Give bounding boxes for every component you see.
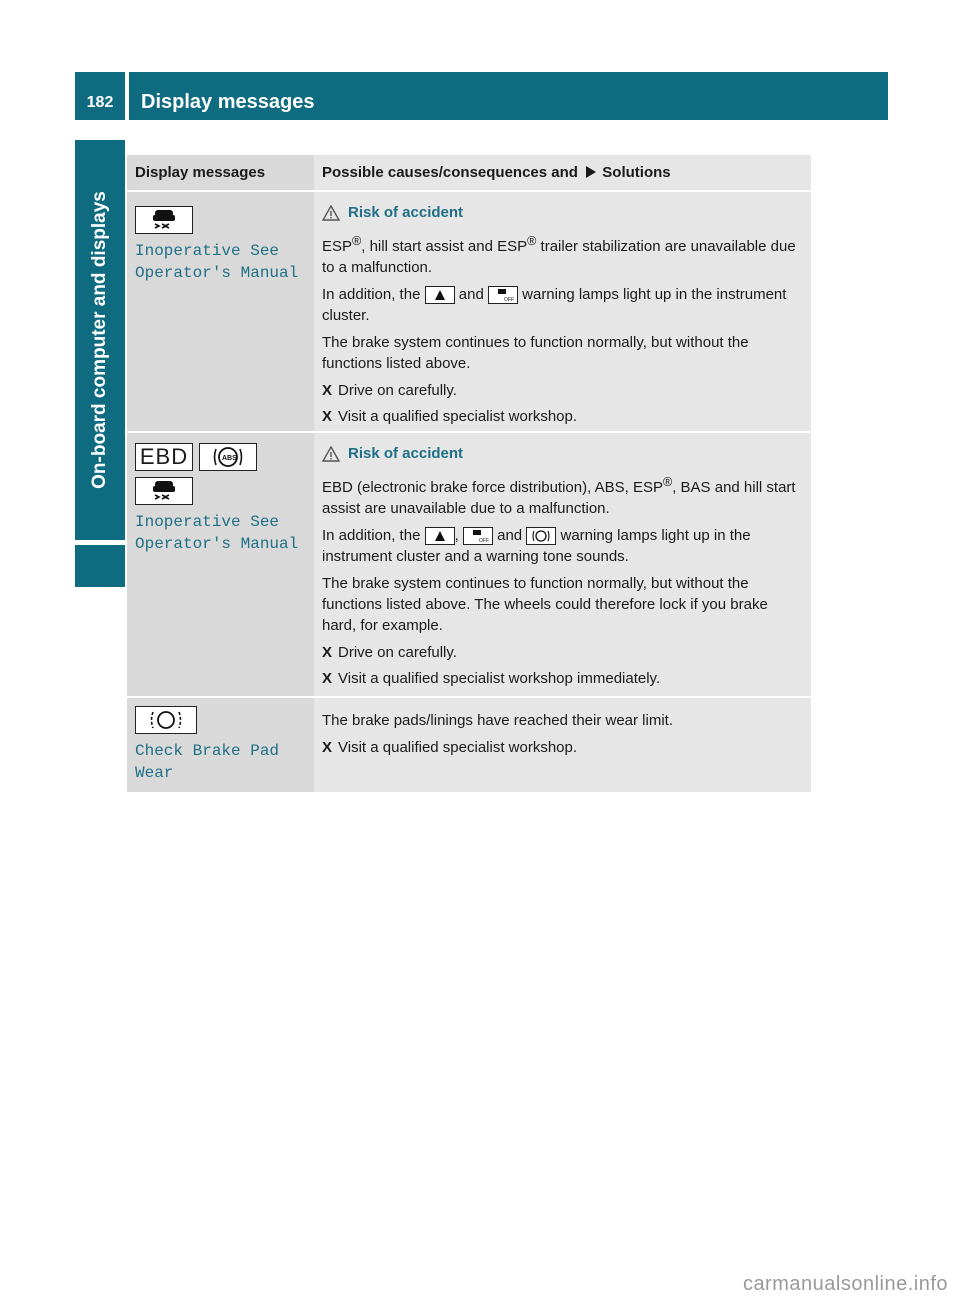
display-messages-table — [127, 155, 811, 792]
instruction-text: Drive on carefully. — [338, 644, 457, 661]
brake-pad-wear-icon — [135, 706, 197, 734]
col-header-solutions-label: Solutions — [602, 164, 671, 181]
chapter-tab-marker — [75, 545, 125, 587]
paragraph — [322, 525, 803, 567]
message-text-line2: Operator's Manual — [135, 264, 299, 282]
page-title: Display messages — [129, 72, 888, 120]
bullet-arrow-icon: X — [322, 739, 333, 756]
registered-mark: ® — [527, 234, 537, 248]
bullet-arrow-icon: X — [322, 670, 333, 687]
watermark: carmanualsonline.info — [742, 1273, 948, 1295]
text-span: warning lamps light up in the instrument cluster and a warning tone sounds. — [322, 527, 751, 565]
message-text-line1: Inoperative See — [135, 242, 280, 260]
svg-text:OFF: OFF — [503, 297, 514, 303]
instruction-text: Visit a qualified specialist workshop. — [338, 408, 578, 425]
page-number: 182 — [75, 72, 125, 120]
message-text-line2: Wear — [135, 764, 174, 782]
svg-text:OFF: OFF — [478, 538, 489, 544]
paragraph — [322, 472, 803, 519]
instruction-text: Visit a qualified specialist workshop. — [338, 739, 578, 756]
text-span: warning lamps light up in the instrument cluster. — [322, 286, 787, 324]
instruction-item — [322, 737, 803, 758]
solution-cell — [314, 192, 811, 431]
col-header-solutions — [314, 155, 811, 190]
esp-off-icon — [463, 527, 493, 545]
text-span: ESP — [322, 238, 353, 255]
skid-car-icon — [425, 286, 455, 304]
paragraph: The brake system continues to function normally, but without the functions listed above. — [322, 334, 749, 372]
esp-off-icon — [488, 286, 518, 304]
col-header-causes: Possible causes/consequences and — [322, 164, 578, 181]
instruction-item — [322, 642, 803, 663]
solution-cell — [314, 698, 811, 792]
message-text-line2: Operator's Manual — [135, 535, 299, 553]
text-span: trailer stabilization are unavailable due to a malfunction. — [322, 238, 796, 276]
warning-heading — [322, 445, 803, 462]
table-row — [127, 696, 811, 792]
text-span: , BAS and hill start assist are unavailable due to a malfunction. — [322, 479, 796, 517]
message-text-line1: Check Brake Pad — [135, 742, 280, 760]
text-span: , — [454, 527, 459, 544]
warning-heading — [322, 204, 803, 221]
warning-triangle-icon — [322, 205, 340, 221]
table-header-row — [127, 155, 811, 190]
skid-car-icon — [425, 527, 455, 545]
instruction-item — [322, 380, 803, 401]
svg-text:ABS: ABS — [222, 455, 237, 462]
text-span: and — [458, 286, 484, 303]
paragraph: The brake pads/linings have reached their wear limit. — [322, 712, 674, 729]
table-row — [127, 431, 811, 696]
warning-title: Risk of accident — [348, 204, 464, 221]
chapter-tab-label: On-board computer and displays — [89, 191, 110, 489]
paragraph — [322, 231, 803, 278]
message-cell — [127, 192, 314, 431]
message-text-line1: Inoperative See — [135, 513, 280, 531]
registered-mark: ® — [352, 234, 362, 248]
skid-car-icon — [135, 206, 193, 234]
play-arrow-icon — [586, 166, 596, 178]
bullet-arrow-icon: X — [322, 382, 333, 399]
bullet-arrow-icon: X — [322, 644, 333, 661]
message-cell — [127, 433, 314, 696]
abs-icon — [526, 527, 556, 545]
message-cell — [127, 698, 314, 792]
ebd-icon: EBD — [135, 443, 193, 471]
abs-icon — [199, 443, 257, 471]
text-span: In addition, the — [322, 286, 421, 303]
text-span: EBD (electronic brake force distribution), ABS, ESP — [322, 479, 663, 496]
text-span: , hill start assist and ESP — [361, 238, 528, 255]
warning-title: Risk of accident — [348, 445, 464, 462]
registered-mark: ® — [662, 475, 673, 489]
col-header-messages: Display messages — [127, 155, 314, 190]
instruction-text: Visit a qualified specialist workshop immediately. — [338, 670, 661, 687]
instruction-item — [322, 406, 803, 427]
bullet-arrow-icon: X — [322, 408, 333, 425]
solution-cell — [314, 433, 811, 696]
paragraph — [322, 284, 803, 326]
instruction-text: Drive on carefully. — [338, 382, 457, 399]
skid-car-icon — [135, 477, 193, 505]
paragraph: The brake system continues to function normally, but without the functions listed above. The wheels could therefore lock if you brake hard, for example. — [322, 575, 768, 634]
instruction-item — [322, 668, 803, 689]
text-span: In addition, the — [322, 527, 421, 544]
warning-triangle-icon — [322, 446, 340, 462]
text-span: and — [497, 527, 523, 544]
table-row — [127, 190, 811, 431]
